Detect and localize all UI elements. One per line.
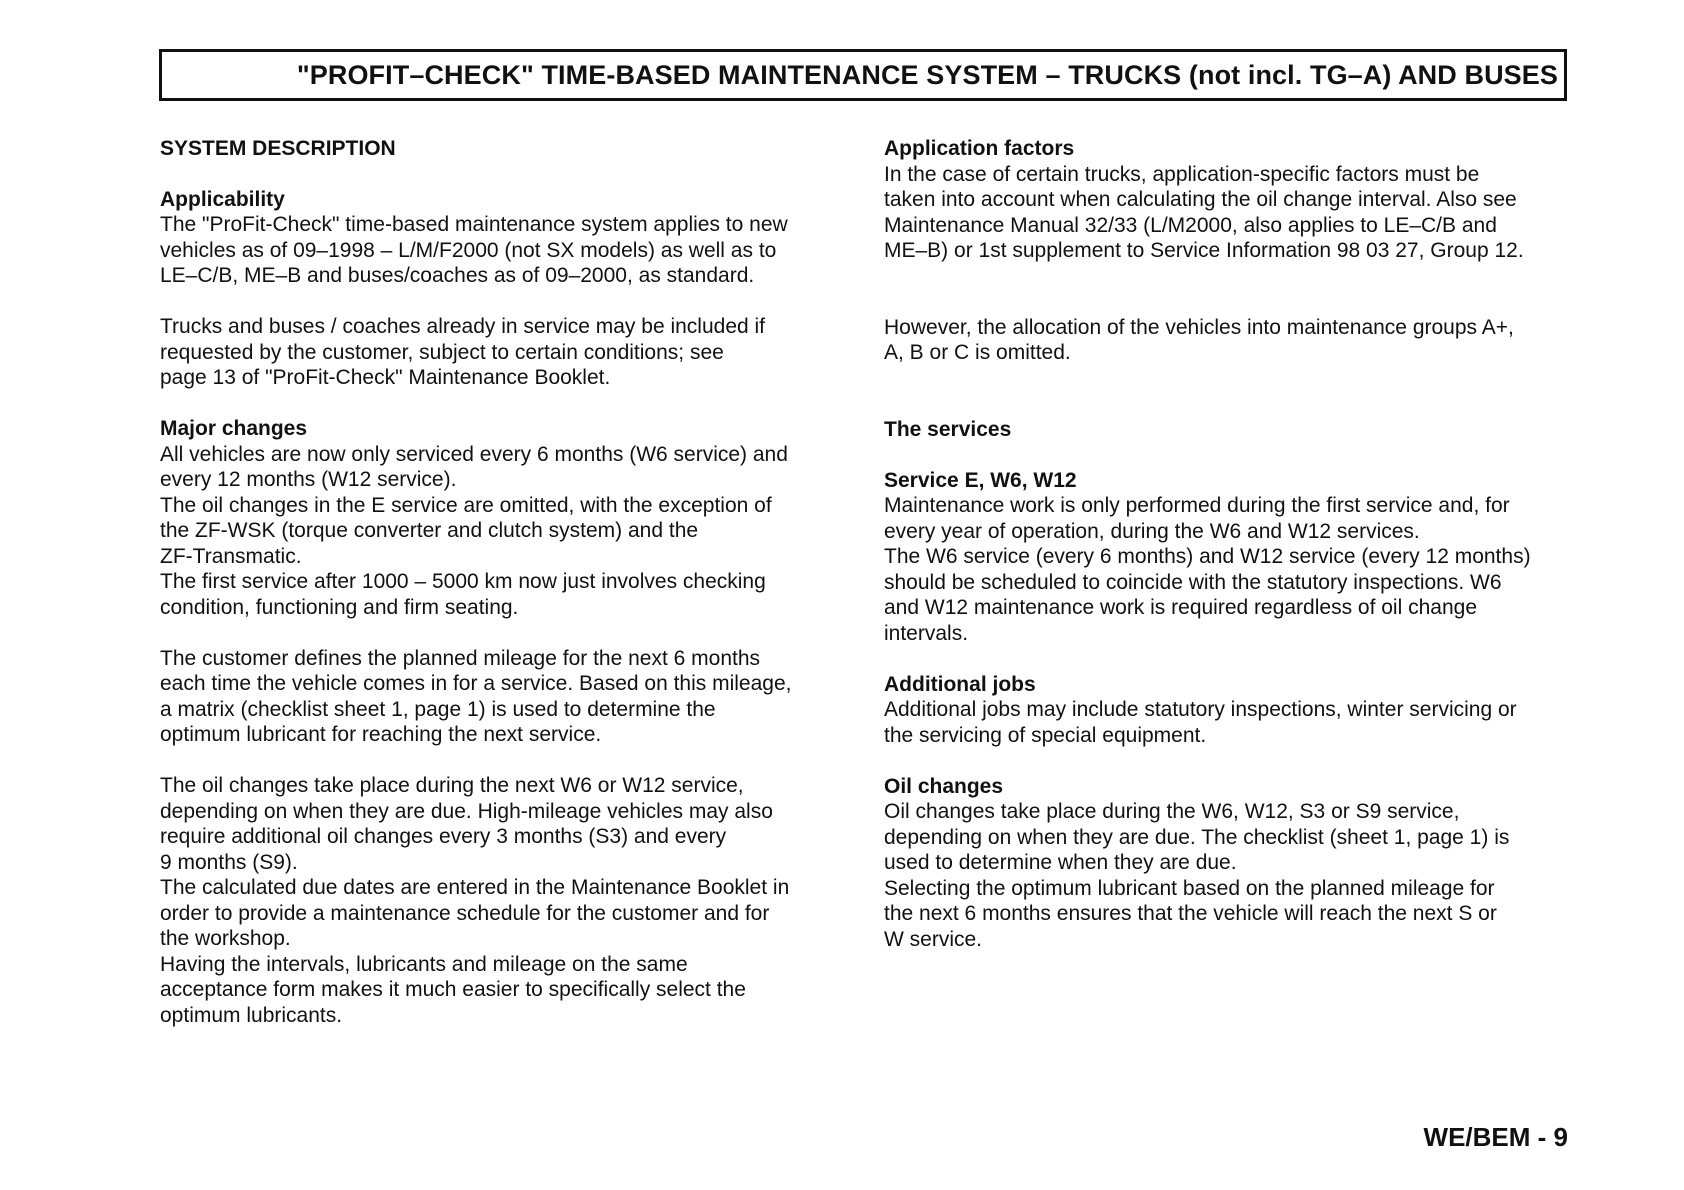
application-factors-heading: Application factors: [884, 137, 1075, 160]
system-description-title: SYSTEM DESCRIPTION: [160, 137, 396, 160]
applicability-paragraph-1: The "ProFit-Check" time-based maintenance system applies to new vehicles as of 09–1998 – L/M/F2000 (not SX models) as well as to LE–C/B, ME–B and buses/coaches as of 09–2000, as standard.: [160, 213, 788, 287]
additional-jobs-paragraph: Additional jobs may include statutory inspections, winter servicing or the servicing of special equipment.: [884, 698, 1517, 747]
applicability-heading: Applicability: [160, 187, 285, 211]
major-changes-paragraph-1: All vehicles are now only serviced every 6 months (W6 service) and every 12 months (W12 service). The oil changes in the E service are omitted, with the exception of the ZF-WSK (torque converter and clutch system) and the ZF-Transmatic. The first service after 1000 – 5000 km now just involves checking condition, functioning and firm seating.: [160, 442, 788, 619]
major-changes-paragraph-2: The customer defines the planned mileage for the next 6 months each time the vehicle comes in for a service. Based on this mileage, a matrix (checklist sheet 1, page 1) is used to determine the optimum lubricant for reaching the next service.: [160, 646, 792, 746]
applicability-paragraph-2: Trucks and buses / coaches already in service may be included if requested by the customer, subject to certain conditions; see page 13 of "ProFit-Check" Maintenance Booklet.: [160, 315, 766, 389]
service-e-w6-w12-heading: Service E, W6, W12: [884, 468, 1077, 492]
the-services-heading: The services: [884, 417, 1012, 441]
major-changes-paragraph-3: The oil changes take place during the next W6 or W12 service, depending on when they are due. High-mileage vehicles may also require additional oil changes every 3 months (S3) and every 9 months (S9). The calculated due dates are entered in the Maintenance Booklet in order to provide a maintenance schedule for the customer and for the workshop. Having the intervals, lubricants and mileage on the same acceptance form makes it much easier to specifically select the optimum lubricants.: [160, 774, 790, 1027]
major-changes-heading: Major changes: [160, 417, 308, 440]
additional-jobs-heading: Additional jobs: [884, 672, 1036, 696]
oil-changes-heading: Oil changes: [884, 774, 1004, 798]
page-title: "PROFIT–CHECK" TIME-BASED MAINTENANCE SYSTEM – TRUCKS (not incl. TG–A) AND BUSES: [296, 59, 1558, 90]
page-number: WE/BEM - 9: [1423, 1122, 1568, 1152]
left-column: [160, 136, 850, 1028]
application-factors-paragraph-2: However, the allocation of the vehicles into maintenance groups A+, A, B or C is omitted.: [884, 315, 1514, 364]
oil-changes-paragraph: Oil changes take place during the W6, W12, S3 or S9 service, depending on when they are due. The checklist (sheet 1, page 1) is used to determine when they are due. Selecting the optimum lubricant based on the planned mileage for the next 6 months ensures that the vehicle will reach the next S or W service.: [884, 800, 1510, 951]
page-title-box: [159, 49, 1567, 101]
right-column: [884, 136, 1574, 952]
application-factors-paragraph-1: In the case of certain trucks, application-specific factors must be taken into account when calculating the oil change interval. Also see Maintenance Manual 32/33 (L/M2000, also applies to LE–C/B and ME–B) or 1st supplement to Service Information 98 03 27, Group 12.: [884, 162, 1524, 262]
service-e-w6-w12-paragraph: Maintenance work is only performed during the first service and, for every year of operation, during the W6 and W12 services. The W6 service (every 6 months) and W12 service (every 12 months) should be scheduled to coincide with the statutory inspections. W6 and W12 maintenance work is required regardless of oil change intervals.: [884, 494, 1531, 645]
